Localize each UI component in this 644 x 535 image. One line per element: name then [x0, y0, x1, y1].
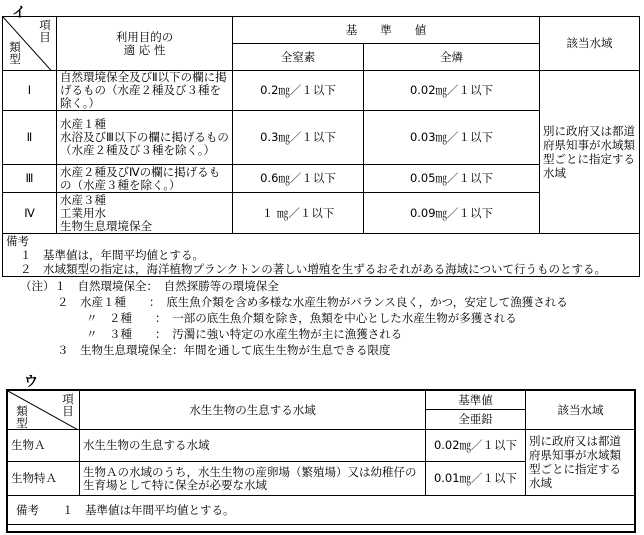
phosphorus-cell: 0.09㎎／１以下	[364, 193, 540, 234]
note-3: 〃 ２種 ： 一部の底生魚介類を除き，魚類を中心とした水産生物が多獲される	[86, 311, 517, 325]
purpose-cell: 水産３種 工業用水 生物生息環境保全	[57, 193, 233, 234]
phosphorus-cell: 0.05㎎／１以下	[364, 165, 540, 193]
table-i-remarks	[3, 234, 640, 277]
remarks-title: 備考	[6, 234, 29, 248]
table-row	[3, 71, 640, 111]
purpose-cell: 自然環境保全及びⅡ以下の欄に掲げるもの（水産２種及び３種を除く。）	[57, 71, 233, 111]
zinc-cell: 0.02㎎／１以下	[426, 430, 526, 462]
habitat-cell: 水生生物の生息する水域	[80, 430, 426, 462]
remarks-item-2: ２ 水域類型の指定は，海洋植物プランクトンの著しい増殖を生ずるおそれがある海域について行うものとする。	[20, 262, 607, 276]
table-i-corner-type: 類 型	[9, 40, 21, 66]
note-4: 〃 ３種 ： 汚濁に強い特定の水産生物が主に漁獲される	[86, 327, 403, 341]
table-i	[2, 16, 640, 277]
total-phosphorus-header: 全燐	[364, 44, 540, 71]
type-cell: 生物Ａ	[8, 430, 80, 462]
section-u-label: ウ	[24, 374, 38, 390]
table-row	[8, 430, 636, 462]
purpose-header	[57, 17, 233, 71]
table-u	[7, 390, 636, 525]
note-2: ２ 水産１種 ： 底生魚介類を含め多様な水産生物がバランス良く，かつ，安定して漁獲される	[57, 295, 568, 309]
phosphorus-cell: 0.03㎎／１以下	[364, 111, 540, 165]
applicable-area-cell: 別に政府又は都道府県知事が水域類型ごとに指定する水域	[540, 71, 640, 234]
table-i-corner-cell	[3, 17, 57, 71]
purpose-cell: 水産２種及びⅣの欄に掲げるもの（水産３種を除く。）	[57, 165, 233, 193]
zinc-cell: 0.01㎎／１以下	[426, 462, 526, 496]
standard-value-header-u: 基準値	[426, 391, 526, 410]
table-u-remarks: 備考 １ 基準値は年間平均値とする。	[8, 496, 636, 525]
purpose-cell: 水産１種 水浴及びⅢ以下の欄に掲げるもの（水産２種及び３種を除く。）	[57, 111, 233, 165]
note-1: （注）１ 自然環境保全： 自然探勝等の環境保全	[20, 279, 279, 293]
type-cell: 生物特Ａ	[8, 462, 80, 496]
table-u-corner-item: 項 目	[62, 392, 74, 418]
type-cell: Ⅲ	[3, 165, 57, 193]
type-cell: Ⅱ	[3, 111, 57, 165]
type-cell: Ⅰ	[3, 71, 57, 111]
nitrogen-cell: 0.6㎎／１以下	[233, 165, 364, 193]
purpose-header-line2: 適 応 性	[123, 42, 166, 57]
note-5: ３ 生物生息環境保全：年間を通して底生生物が生息できる限度	[57, 343, 391, 357]
applicable-area-cell-u: 別に政府又は都道府県知事が水域類型ごとに指定する水域	[526, 430, 636, 496]
applicable-area-header-u: 該当水域	[526, 391, 636, 430]
habitat-header: 水生生物の生息する水域	[80, 391, 426, 430]
table-u-corner-cell	[8, 391, 80, 430]
nitrogen-cell: １ ㎎／１以下	[233, 193, 364, 234]
remarks-item-1: １ 基準値は，年間平均値とする。	[20, 248, 204, 262]
table-i-corner-item: 項 目	[39, 18, 51, 44]
standard-value-header: 基 準 値	[233, 17, 540, 44]
total-nitrogen-header: 全窒素	[233, 44, 364, 71]
nitrogen-cell: 0.3㎎／１以下	[233, 111, 364, 165]
habitat-cell: 生物Ａの水域のうち，水生生物の産卵場（繁殖場）又は幼稚仔の生育場として特に保全が必要な水域	[80, 462, 426, 496]
section-i-label: イ	[12, 5, 26, 21]
nitrogen-cell: 0.2㎎／１以下	[233, 71, 364, 111]
applicable-area-header: 該当水域	[540, 17, 640, 71]
type-cell: Ⅳ	[3, 193, 57, 234]
purpose-header-line1: 利用目的の	[115, 29, 174, 44]
total-zinc-header: 全亜鉛	[426, 410, 526, 430]
phosphorus-cell: 0.02㎎／１以下	[364, 71, 540, 111]
table-u-corner-type: 類 型	[16, 404, 28, 430]
